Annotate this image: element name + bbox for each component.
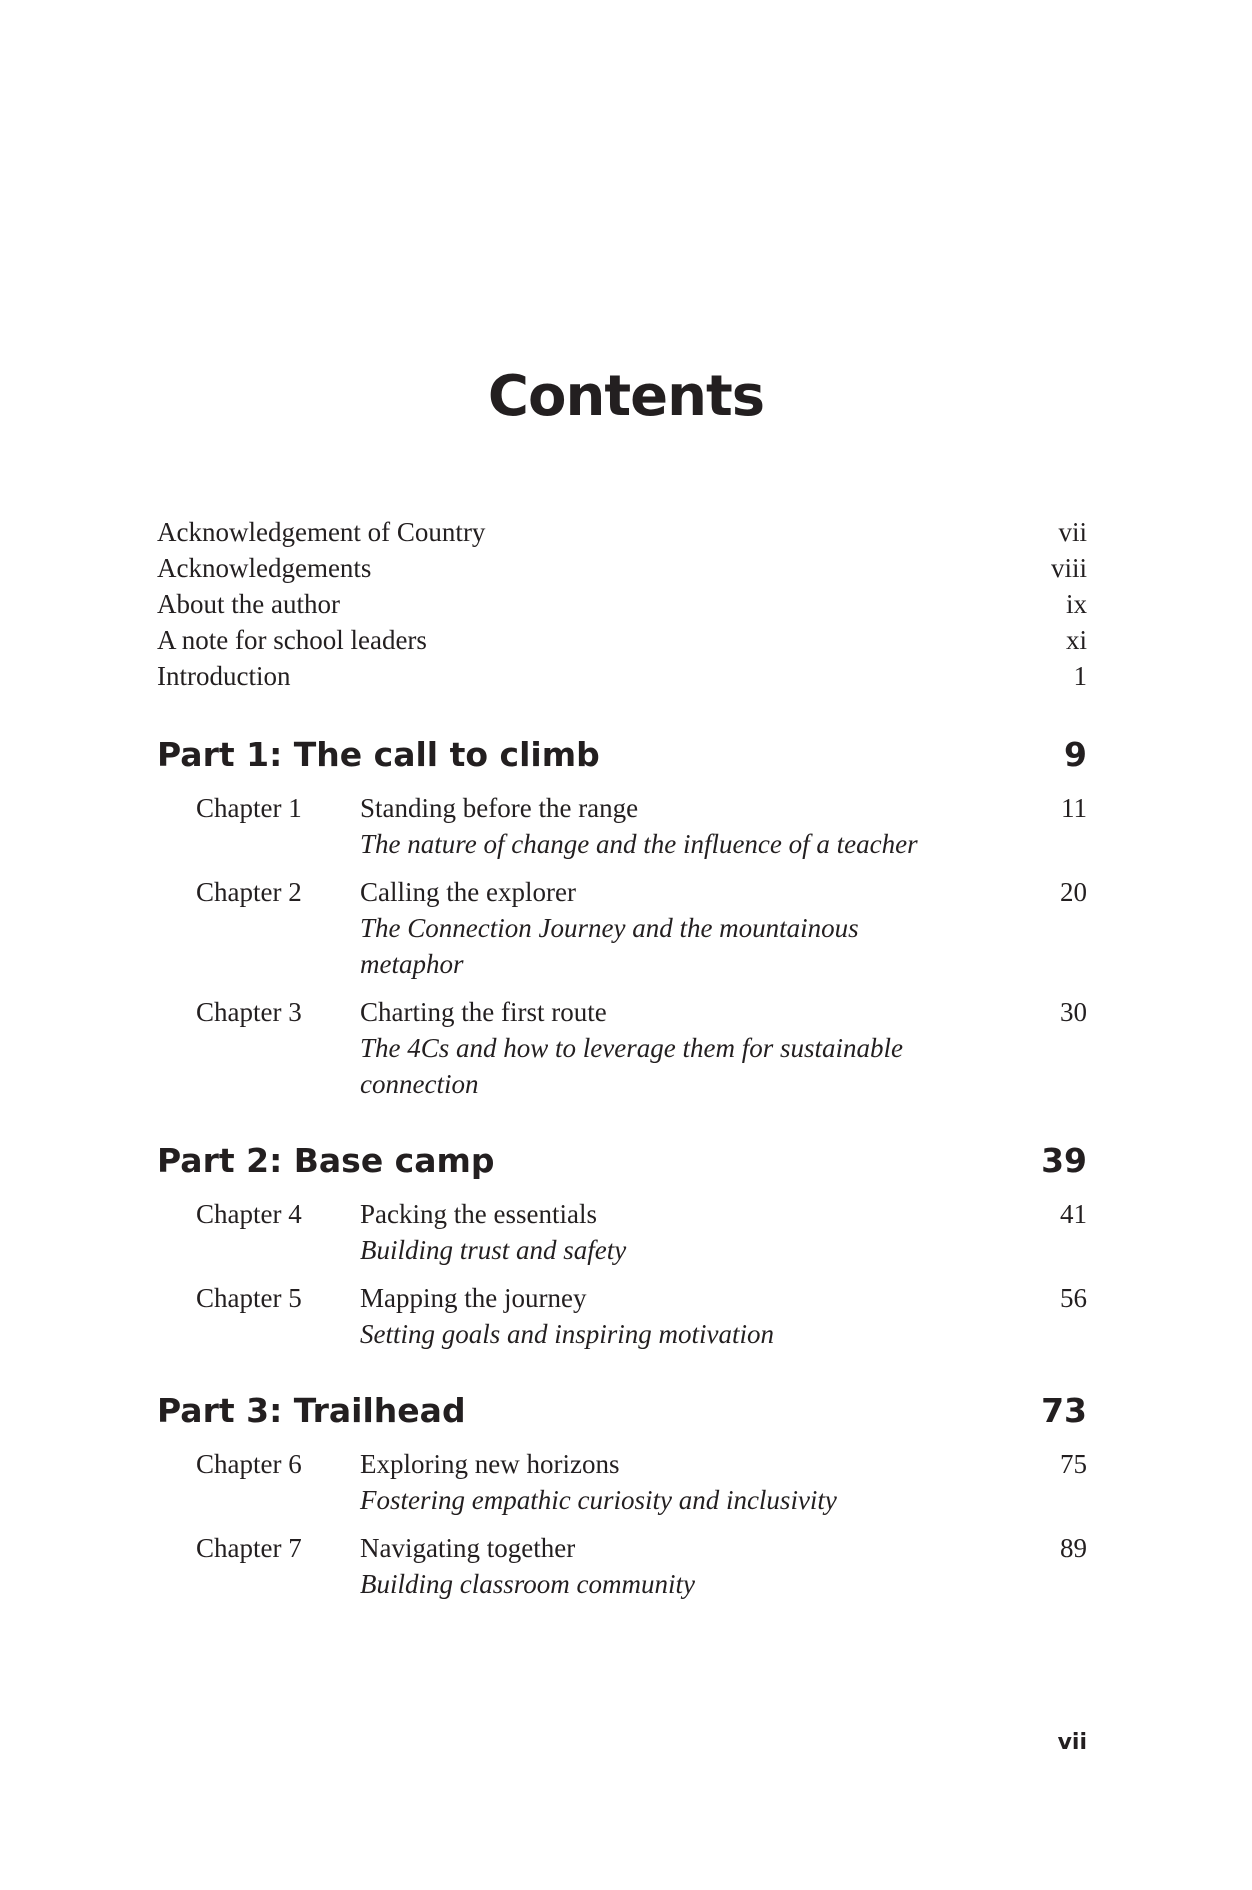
- chapter-number: Chapter 3: [196, 997, 302, 1027]
- chapter-title: Packing the essentials: [360, 1199, 597, 1229]
- part-title: Part 1: The call to climb: [157, 735, 600, 774]
- toc-entry-label: Acknowledgements: [157, 553, 372, 583]
- chapter-page: 20: [1060, 877, 1087, 907]
- chapter-number: Chapter 1: [196, 793, 302, 823]
- toc-entry-label: Introduction: [157, 661, 291, 691]
- toc-entry-label: Acknowledgement of Country: [157, 517, 486, 547]
- chapter-subtitle: The nature of change and the influence of a teacher: [360, 829, 918, 859]
- toc-entry-page: ix: [1065, 589, 1087, 619]
- chapter-title: Standing before the range: [360, 793, 639, 823]
- part-page: 9: [1064, 735, 1087, 774]
- chapter-subtitle: The Connection Journey and the mountainous metaphor: [360, 913, 859, 979]
- part-1-heading[interactable]: [157, 732, 1087, 778]
- chapter-subtitle: The 4Cs and how to leverage them for sustainable connection: [360, 1033, 903, 1099]
- chapter-title: Calling the explorer: [360, 877, 576, 907]
- chapter-subtitle: Fostering empathic curiosity and inclusivity: [360, 1485, 837, 1515]
- page-number: vii: [1057, 1730, 1087, 1755]
- toc-entry-page: xi: [1065, 625, 1087, 655]
- chapter-page: 56: [1060, 1283, 1087, 1313]
- toc-entry-label: A note for school leaders: [157, 625, 427, 655]
- part-page: 73: [1041, 1391, 1087, 1430]
- part-page: 39: [1041, 1141, 1087, 1180]
- chapter-page: 89: [1060, 1533, 1087, 1563]
- chapter-subtitle: Building classroom community: [360, 1569, 695, 1599]
- chapter-number: Chapter 7: [196, 1533, 302, 1563]
- chapter-title: Charting the first route: [360, 997, 607, 1027]
- chapter-subtitle: Setting goals and inspiring motivation: [360, 1319, 775, 1349]
- part-title: Part 3: Trailhead: [157, 1391, 466, 1430]
- chapter-title: Mapping the journey: [360, 1283, 587, 1313]
- chapter-page: 11: [1061, 793, 1087, 823]
- toc-entry-page: vii: [1058, 517, 1087, 547]
- page-title: Contents: [487, 363, 765, 429]
- chapter-page: 30: [1060, 997, 1087, 1027]
- chapter-page: 75: [1060, 1449, 1087, 1479]
- toc-entry-page: 1: [1073, 661, 1087, 691]
- part-2-heading[interactable]: [157, 1138, 1087, 1184]
- chapter-subtitle: Building trust and safety: [360, 1235, 627, 1265]
- toc-entry-page: viii: [1050, 553, 1087, 583]
- chapter-page: 41: [1060, 1199, 1087, 1229]
- chapter-number: Chapter 6: [196, 1449, 302, 1479]
- chapter-title: Exploring new horizons: [360, 1449, 620, 1479]
- chapter-number: Chapter 5: [196, 1283, 302, 1313]
- part-3-heading[interactable]: [157, 1388, 1087, 1434]
- chapter-number: Chapter 4: [196, 1199, 302, 1229]
- part-title: Part 2: Base camp: [157, 1141, 495, 1180]
- chapter-number: Chapter 2: [196, 877, 302, 907]
- toc-entry-label: About the author: [157, 589, 340, 619]
- chapter-title: Navigating together: [360, 1533, 576, 1563]
